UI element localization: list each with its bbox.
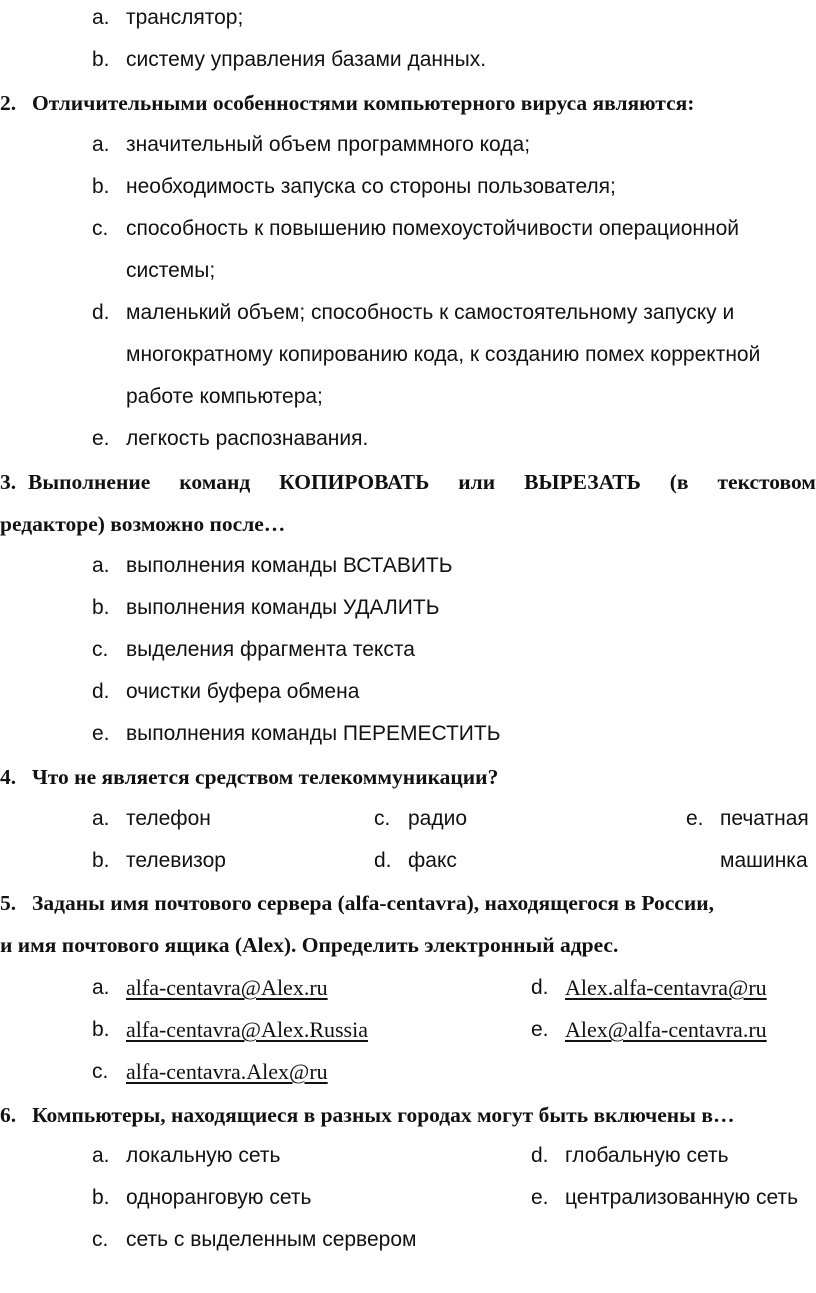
- q2-option-d-continued: многократному копированию кода, к созданию помех корректной: [126, 343, 761, 366]
- q4-option-d: факс: [408, 849, 457, 872]
- question-6-number: 6.: [0, 1103, 17, 1127]
- q2-option-d: маленький объем; способность к самостоятельному запуску и: [126, 301, 735, 324]
- q1-option-a-marker: a.: [92, 6, 110, 29]
- question-3-line-2: редакторе) возможно после…: [0, 512, 286, 536]
- q5-option-e-link[interactable]: Alex@alfa-centavra.ru: [565, 1017, 767, 1042]
- question-2-number: 2.: [0, 91, 17, 115]
- q6-option-a: локальную сеть: [126, 1144, 281, 1167]
- q3-option-d-marker: d.: [92, 680, 110, 703]
- q4-option-a: телефон: [126, 807, 211, 830]
- q6-option-c: сеть с выделенным сервером: [126, 1228, 417, 1251]
- question-4-text: Что не является средством телекоммуникации?: [32, 765, 499, 789]
- q4-option-e: печатная: [720, 807, 809, 830]
- question-6: [0, 1102, 734, 1128]
- question-3-word: (в: [669, 470, 689, 494]
- q4-option-e-continued: машинка: [720, 849, 808, 872]
- question-3-word: команд: [179, 470, 251, 494]
- q5-option-c-marker: c.: [92, 1060, 109, 1083]
- question-3-word: Выполнение: [28, 470, 151, 494]
- q2-option-e-marker: e.: [92, 427, 110, 450]
- q2-option-c: способность к повышению помехоустойчивости операционной: [126, 217, 739, 240]
- q3-option-a-marker: a.: [92, 554, 110, 577]
- q4-option-c: радио: [408, 807, 468, 830]
- q6-option-e: централизованную сеть: [565, 1186, 799, 1209]
- q6-option-e-marker: e.: [531, 1186, 549, 1209]
- q2-option-d-continued-2: работе компьютера;: [126, 385, 323, 408]
- question-3-word: КОПИРОВАТЬ: [279, 470, 430, 494]
- question-3-word: ВЫРЕЗАТЬ: [524, 470, 641, 494]
- question-5-number: 5.: [0, 891, 17, 915]
- question-5-text: Заданы имя почтового сервера (alfa-centavra), находящегося в России,: [32, 891, 714, 915]
- q1-option-a: транслятор;: [126, 6, 244, 29]
- q6-option-b: одноранговую сеть: [126, 1186, 312, 1209]
- q2-option-b: необходимость запуска со стороны пользователя;: [126, 175, 616, 198]
- q3-option-c: выделения фрагмента текста: [126, 638, 415, 661]
- q2-option-b-marker: b.: [92, 175, 110, 198]
- q5-option-b-marker: b.: [92, 1018, 110, 1041]
- q3-option-a: выполнения команды ВСТАВИТЬ: [126, 554, 453, 577]
- question-5-line-2: и имя почтового ящика (Alex). Определить электронный адрес.: [0, 933, 619, 957]
- q1-option-b-marker: b.: [92, 48, 110, 71]
- q4-option-d-marker: d.: [374, 849, 392, 872]
- q4-option-e-marker: e.: [686, 807, 704, 830]
- q5-option-e-marker: e.: [531, 1018, 549, 1041]
- question-6-text: Компьютеры, находящиеся в разных городах могут быть включены в…: [32, 1103, 735, 1127]
- q3-option-b-marker: b.: [92, 596, 110, 619]
- question-5: [0, 890, 714, 916]
- q6-option-b-marker: b.: [92, 1186, 110, 1209]
- q6-option-c-marker: c.: [92, 1228, 109, 1251]
- q4-option-c-marker: c.: [374, 807, 391, 830]
- q3-option-d: очистки буфера обмена: [126, 680, 360, 703]
- q5-option-d-marker: d.: [531, 976, 549, 999]
- q2-option-d-marker: d.: [92, 301, 110, 324]
- q3-option-e-marker: e.: [92, 722, 110, 745]
- q4-option-a-marker: a.: [92, 807, 110, 830]
- question-3-word: текстовом: [717, 470, 816, 494]
- q2-option-c-continued: системы;: [126, 259, 216, 282]
- question-3-number: 3.: [0, 470, 17, 494]
- question-3-word: или: [458, 470, 496, 494]
- q1-option-b: систему управления базами данных.: [126, 48, 487, 71]
- question-4-number: 4.: [0, 765, 17, 789]
- question-3: [0, 469, 816, 495]
- q3-option-e: выполнения команды ПЕРЕМЕСТИТЬ: [126, 722, 501, 745]
- q6-option-a-marker: a.: [92, 1144, 110, 1167]
- q5-option-d-link[interactable]: Alex.alfa-centavra@ru: [565, 975, 767, 1000]
- q5-option-a-link[interactable]: alfa-centavra@Alex.ru: [126, 975, 328, 1000]
- question-2-text: Отличительными особенностями компьютерного вируса являются:: [32, 91, 695, 115]
- q4-option-b: телевизор: [126, 849, 226, 872]
- q3-option-b: выполнения команды УДАЛИТЬ: [126, 596, 440, 619]
- q2-option-e: легкость распознавания.: [126, 427, 369, 450]
- q5-option-b-link[interactable]: alfa-centavra@Alex.Russia: [126, 1017, 368, 1042]
- q2-option-a-marker: a.: [92, 133, 110, 156]
- q6-option-d-marker: d.: [531, 1144, 549, 1167]
- q5-option-c-link[interactable]: alfa-centavra.Alex@ru: [126, 1059, 328, 1084]
- q3-option-c-marker: c.: [92, 638, 109, 661]
- q2-option-c-marker: c.: [92, 217, 109, 240]
- q2-option-a: значительный объем программного кода;: [126, 133, 531, 156]
- question-3-number-and-word-1: [0, 469, 150, 495]
- question-4: [0, 764, 498, 790]
- q4-option-b-marker: b.: [92, 849, 110, 872]
- q5-option-a-marker: a.: [92, 976, 110, 999]
- q6-option-d: глобальную сеть: [565, 1144, 729, 1167]
- question-2: [0, 90, 694, 116]
